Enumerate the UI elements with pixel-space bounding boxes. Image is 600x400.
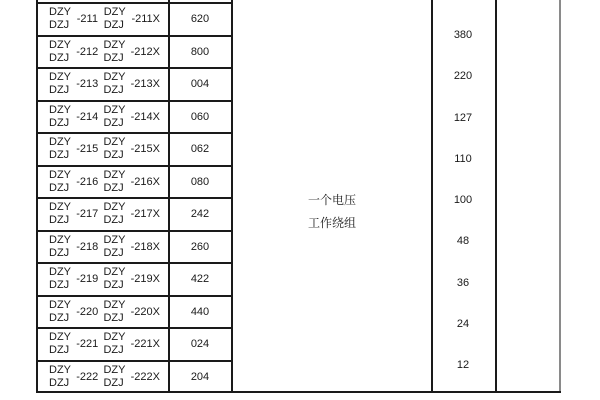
model-cell — [38, 297, 169, 328]
series-dzj-label: DZJ — [103, 116, 124, 129]
code-cell — [169, 329, 231, 360]
table-row — [38, 197, 231, 230]
series-stack — [49, 136, 71, 162]
series-dzj-label: DZJ — [103, 51, 124, 64]
series-dzj-label: DZJ — [49, 84, 70, 97]
voltage-value: 380 — [453, 29, 473, 41]
series-dzj-label: DZJ — [103, 279, 124, 292]
code-cell — [169, 37, 231, 68]
model-suffix: -211 — [76, 13, 98, 26]
series-dzj-label: DZJ — [103, 214, 124, 227]
model-rows — [38, 2, 231, 392]
series-dzj-label: DZJ — [103, 84, 124, 97]
series-dzy-label: DZY — [103, 38, 126, 51]
series-dzj-label: DZJ — [49, 214, 70, 227]
series-dzj-label: DZJ — [49, 181, 70, 194]
voltage-value: 36 — [456, 276, 470, 289]
series-dzy-label: DZY — [49, 168, 71, 181]
code-cell — [169, 199, 231, 230]
series-dzj-label: DZJ — [49, 116, 70, 129]
series-stack — [103, 71, 125, 97]
series-stack — [103, 104, 125, 130]
code-value: 204 — [190, 370, 210, 383]
series-stack — [49, 71, 71, 97]
model-cell — [38, 167, 169, 198]
voltage-value: 100 — [453, 194, 473, 206]
winding-note-line2: 工作绕组 — [307, 216, 356, 230]
series-dzj-label: DZJ — [49, 19, 70, 32]
code-value: 060 — [190, 110, 210, 123]
model-suffix-x: -212X — [130, 45, 160, 58]
series-dzy-label: DZY — [103, 266, 126, 279]
code-cell — [169, 297, 231, 328]
series-stack — [49, 201, 71, 227]
series-stack — [49, 234, 71, 260]
series-stack — [103, 266, 125, 292]
series-stack — [103, 299, 125, 325]
model-suffix: -212 — [76, 45, 99, 58]
series-dzy-label: DZY — [49, 103, 71, 116]
model-suffix: -215 — [76, 143, 99, 156]
voltage-value: 48 — [456, 235, 470, 248]
series-dzj-label: DZJ — [103, 149, 124, 162]
series-dzj-label: DZJ — [49, 149, 70, 162]
model-cell — [38, 69, 169, 100]
model-cell — [38, 329, 169, 360]
voltage-value: 12 — [456, 359, 470, 371]
series-dzy-label: DZY — [49, 233, 71, 246]
table-row — [38, 35, 231, 68]
series-dzy-label: DZY — [103, 331, 126, 344]
table-row — [38, 360, 231, 393]
series-stack — [103, 234, 125, 260]
series-dzy-label: DZY — [49, 201, 71, 214]
series-dzy-label: DZY — [103, 71, 126, 84]
winding-note-line1: 一个电压 — [307, 193, 356, 207]
series-dzy-label: DZY — [49, 136, 71, 149]
model-suffix-x: -213X — [130, 78, 160, 91]
code-cell — [169, 134, 231, 165]
series-stack — [49, 299, 71, 325]
model-suffix-x: -221X — [130, 338, 160, 351]
series-stack — [103, 136, 125, 162]
model-suffix-x: -222X — [130, 370, 160, 383]
series-dzy-label: DZY — [103, 363, 126, 376]
model-suffix: -220 — [76, 305, 99, 318]
model-suffix: -222 — [76, 370, 99, 383]
series-dzy-label: DZY — [49, 331, 71, 344]
series-dzy-label: DZY — [103, 168, 126, 181]
model-suffix-x: -218X — [130, 240, 160, 253]
model-suffix-x: -216X — [130, 175, 160, 188]
series-stack — [104, 6, 126, 32]
model-suffix-x: -211X — [131, 13, 160, 26]
code-value: 004 — [190, 78, 210, 91]
table-row — [38, 262, 231, 295]
model-cell — [38, 102, 169, 133]
model-cell — [38, 232, 169, 263]
series-dzj-label: DZJ — [103, 344, 124, 357]
table-row — [38, 230, 231, 263]
winding-note-cell — [233, 0, 431, 392]
model-suffix: -219 — [76, 273, 99, 286]
table-row — [38, 165, 231, 198]
series-dzy-label: DZY — [103, 103, 126, 116]
model-suffix-x: -215X — [130, 143, 160, 156]
model-cell — [38, 4, 169, 35]
code-cell — [169, 69, 231, 100]
voltage-list — [431, 24, 495, 376]
table-row — [38, 2, 231, 35]
code-value: 440 — [190, 305, 210, 318]
table-row — [38, 295, 231, 328]
code-value: 024 — [190, 338, 210, 351]
series-dzj-label: DZJ — [49, 344, 70, 357]
series-stack — [103, 169, 125, 195]
series-stack — [103, 39, 125, 65]
series-dzj-label: DZJ — [103, 181, 124, 194]
series-stack — [103, 201, 125, 227]
code-value: 800 — [190, 45, 210, 58]
series-dzy-label: DZY — [103, 6, 126, 19]
table-row — [38, 327, 231, 360]
series-dzj-label: DZJ — [49, 376, 70, 389]
series-stack — [49, 169, 71, 195]
series-dzj-label: DZJ — [49, 246, 70, 259]
series-dzy-label: DZY — [49, 38, 71, 51]
series-stack — [103, 364, 125, 390]
code-value: 080 — [190, 175, 210, 188]
series-stack — [49, 39, 71, 65]
series-dzj-label: DZJ — [49, 311, 70, 324]
voltage-value: 220 — [453, 70, 473, 83]
voltage-value: 24 — [456, 317, 470, 330]
model-cell — [38, 264, 169, 295]
model-cell — [38, 362, 169, 393]
series-dzy-label: DZY — [49, 6, 71, 19]
series-dzy-label: DZY — [103, 201, 126, 214]
voltage-value: 110 — [454, 152, 472, 165]
column-divider-voltage-empty — [495, 0, 497, 393]
model-cell — [38, 134, 169, 165]
model-suffix-x: -217X — [130, 208, 160, 221]
code-value: 242 — [190, 208, 210, 221]
series-dzy-label: DZY — [103, 233, 126, 246]
model-suffix-x: -214X — [130, 110, 160, 123]
series-dzj-label: DZJ — [103, 311, 124, 324]
code-cell — [169, 167, 231, 198]
series-stack — [49, 364, 71, 390]
series-stack — [49, 331, 71, 357]
model-suffix-x: -219X — [130, 273, 160, 286]
model-cell — [38, 199, 169, 230]
code-value: 620 — [190, 13, 210, 26]
series-dzj-label: DZJ — [103, 19, 124, 32]
table-border-bottom — [36, 391, 561, 393]
series-dzj-label: DZJ — [103, 246, 124, 259]
model-suffix: -213 — [76, 78, 99, 91]
table-row — [38, 100, 231, 133]
series-dzy-label: DZY — [103, 298, 126, 311]
table-border-right — [559, 0, 561, 393]
code-cell — [169, 264, 231, 295]
series-dzy-label: DZY — [103, 136, 126, 149]
series-dzy-label: DZY — [49, 363, 71, 376]
series-stack — [49, 266, 71, 292]
series-stack — [103, 331, 125, 357]
series-dzy-label: DZY — [49, 71, 71, 84]
series-dzy-label: DZY — [49, 266, 71, 279]
series-dzj-label: DZJ — [49, 279, 70, 292]
code-cell — [169, 4, 231, 35]
code-cell — [169, 232, 231, 263]
model-suffix: -216 — [76, 175, 99, 188]
code-value: 422 — [190, 273, 210, 286]
series-stack — [49, 104, 71, 130]
series-dzy-label: DZY — [49, 298, 71, 311]
table-row — [38, 132, 231, 165]
code-value: 260 — [190, 240, 210, 253]
model-suffix: -221 — [76, 338, 99, 351]
model-suffix: -218 — [76, 240, 99, 253]
code-cell — [169, 362, 231, 393]
code-value: 062 — [190, 143, 210, 156]
series-dzj-label: DZJ — [103, 376, 124, 389]
model-cell — [38, 37, 169, 68]
series-dzj-label: DZJ — [49, 51, 70, 64]
model-suffix: -217 — [76, 208, 99, 221]
table-row — [38, 67, 231, 100]
series-stack — [49, 6, 71, 32]
voltage-value: 127 — [453, 111, 473, 124]
model-suffix: -214 — [76, 110, 99, 123]
model-suffix-x: -220X — [130, 305, 160, 318]
code-cell — [169, 102, 231, 133]
